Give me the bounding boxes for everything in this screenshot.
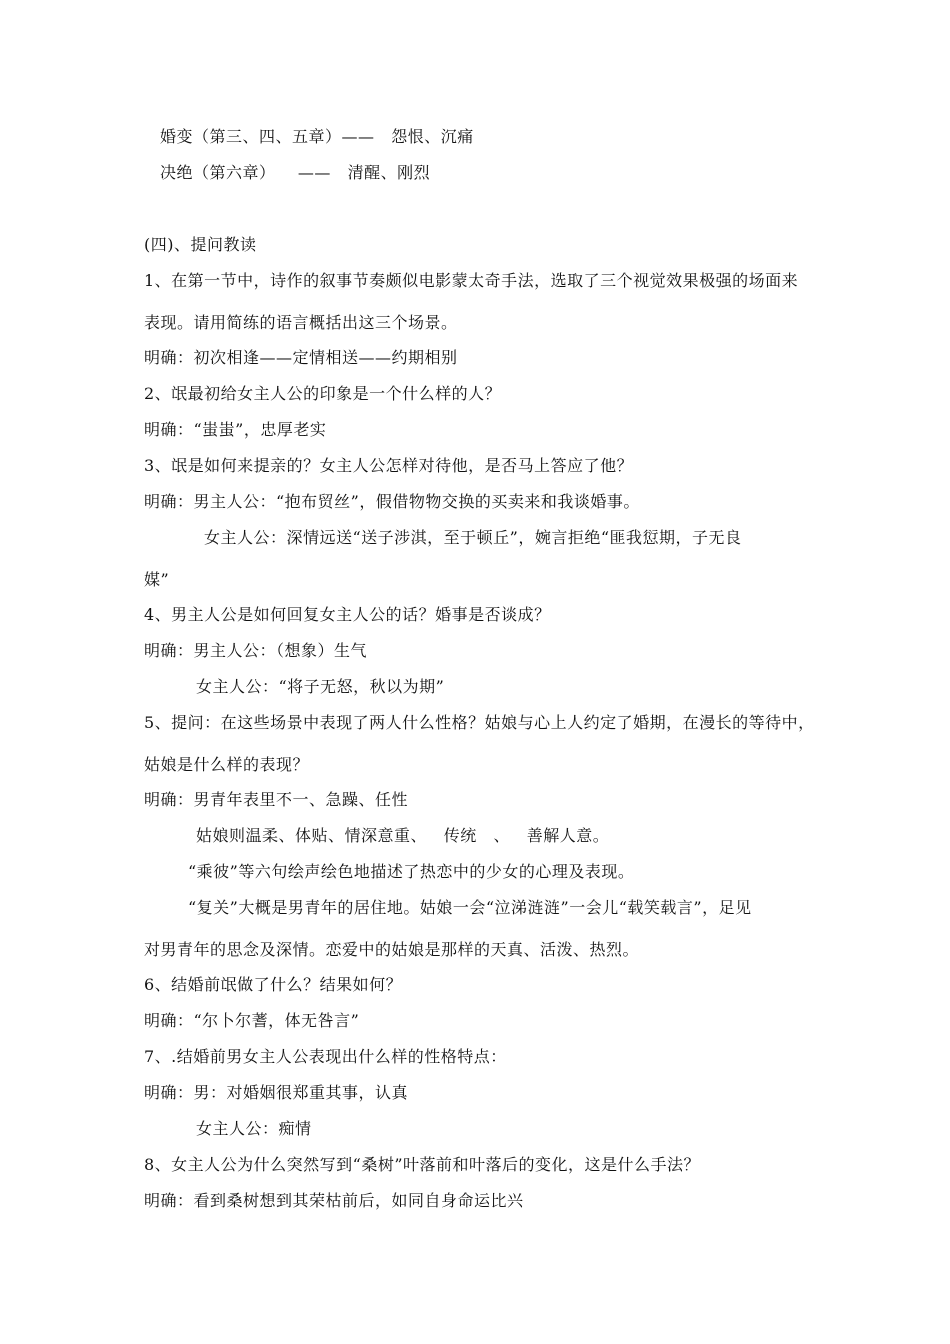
answer-4-female: 女主人公：“将子无怒，秋以为期”: [196, 677, 445, 696]
answer-5-note-2-cont: 对男青年的思念及深情。恋爱中的姑娘是那样的天真、活泼、热烈。: [144, 940, 640, 959]
outline-line-break-off: 决绝（第六章） —— 清醒、刚烈: [160, 163, 431, 182]
question-8: 8、女主人公为什么突然写到“桑树”叶落前和叶落后的变化，这是什么手法？: [144, 1155, 701, 1174]
outline-line-marriage-change: 婚变（第三、四、五章）—— 怨恨、沉痛: [160, 127, 474, 146]
question-1: 1、在第一节中，诗作的叙事节奏颇似电影蒙太奇手法，选取了三个视觉效果极强的场面来: [144, 271, 799, 290]
question-1-cont: 表现。请用简练的语言概括出这三个场景。: [144, 313, 458, 332]
question-5-cont: 姑娘是什么样的表现？: [144, 755, 310, 774]
answer-5-note-1: “乘彼”等六句绘声绘色地描述了热恋中的少女的心理及表现。: [188, 862, 635, 881]
answer-7-female: 女主人公：痴情: [196, 1119, 312, 1138]
answer-6: 明确：“尔卜尔蓍，体无咎言”: [144, 1011, 360, 1030]
answer-3-female-cont: 媒”: [144, 570, 170, 589]
answer-1: 明确：初次相逢——定情相送——约期相别: [144, 348, 458, 367]
answer-4-male: 明确：男主人公：（想象）生气: [144, 641, 368, 660]
question-3: 3、氓是如何来提亲的？女主人公怎样对待他，是否马上答应了他？: [144, 456, 634, 475]
answer-2: 明确：“蚩蚩”，忠厚老实: [144, 420, 327, 439]
answer-5-note-2: “复关”大概是男青年的居住地。姑娘一会“泣涕涟涟”一会儿“载笑载言”，足见: [188, 898, 752, 917]
answer-5-male: 明确：男青年表里不一、急躁、任性: [144, 790, 409, 809]
section-heading: (四)、提问教读: [144, 235, 257, 254]
question-6: 6、结婚前氓做了什么？结果如何？: [144, 975, 403, 994]
question-7: 7、.结婚前男女主人公表现出什么样的性格特点：: [144, 1047, 507, 1066]
answer-3-male: 明确：男主人公：“抱布贸丝”，假借物物交换的买卖来和我谈婚事。: [144, 492, 640, 511]
question-4: 4、男主人公是如何回复女主人公的话？婚事是否谈成？: [144, 605, 551, 624]
question-5: 5、提问：在这些场景中表现了两人什么性格？姑娘与心上人约定了婚期，在漫长的等待中，: [144, 713, 815, 732]
answer-5-female: 姑娘则温柔、体贴、情深意重、 传统 、 善解人意。: [196, 826, 610, 845]
answer-8: 明确：看到桑树想到其荣枯前后，如同自身命运比兴: [144, 1191, 524, 1210]
answer-3-female: 女主人公：深情远送“送子涉淇，至于顿丘”，婉言拒绝“匪我愆期，子无良: [204, 528, 742, 547]
answer-7-male: 明确：男：对婚姻很郑重其事，认真: [144, 1083, 409, 1102]
question-2: 2、氓最初给女主人公的印象是一个什么样的人？: [144, 384, 502, 403]
